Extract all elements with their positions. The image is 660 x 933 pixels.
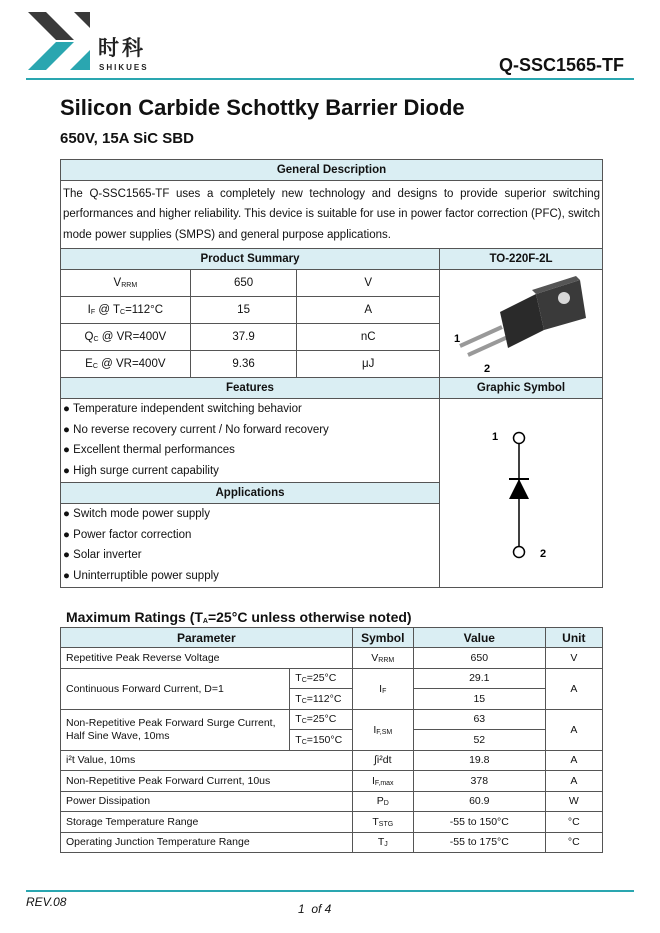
summary-value: 15 — [190, 297, 297, 324]
summary-unit: nC — [297, 324, 440, 351]
features-heading: Features — [61, 378, 440, 399]
list-item: ● Switch mode power supply — [63, 508, 210, 520]
graphic-symbol-heading: Graphic Symbol — [439, 378, 602, 399]
page-number: 1 of 4 — [298, 902, 332, 916]
summary-param: $V_{RRM}$ — [61, 270, 191, 297]
table-row: i²t Value, 10ms ∫i²dt 19.8 A — [61, 750, 603, 771]
summary-param: $Q_C$ @ VR=400V — [61, 324, 191, 351]
logo — [26, 10, 176, 72]
brand-name-cn: 时科 — [98, 36, 146, 60]
page-subtitle: 650V, 15A SiC SBD — [60, 130, 194, 147]
part-number: Q-SSC1565-TF — [498, 55, 624, 75]
list-item: ● No reverse recovery current / No forward recovery — [63, 423, 329, 436]
package-heading: TO-220F-2L — [439, 249, 602, 270]
general-description-heading: General Description — [61, 160, 603, 181]
column-header: Symbol — [352, 628, 413, 648]
package-pin1-label: 1 — [453, 332, 461, 345]
table-row: Power Dissipation $P_D$ 60.9 W — [61, 791, 603, 812]
summary-value: 37.9 — [190, 324, 297, 351]
list-item: ● Solar inverter — [63, 549, 142, 562]
symbol-pin2-label: 2 — [539, 548, 547, 560]
summary-value: 650 — [190, 270, 297, 297]
table-row: Repetitive Peak Reverse Voltage $V_{RRM}$ 650 V — [61, 648, 603, 669]
max-ratings-table — [60, 627, 603, 853]
list-item: ● High surge current capability — [63, 465, 219, 478]
features-list — [61, 399, 440, 483]
table-row: Continuous Forward Current, D=1 $T_C=25^\circ C$ $I_F$ 29.1 A — [61, 668, 603, 689]
logo-mark-icon — [26, 10, 92, 72]
table-row: Storage Temperature Range $T_{STG}$ -55 to 150°C °C — [61, 812, 603, 833]
page-title: Silicon Carbide Schottky Barrier Diode — [60, 95, 465, 120]
max-ratings-title: Maximum Ratings ($T_A=25^\circ C$ unless otherwise noted) — [66, 609, 412, 625]
list-item: ● Excellent thermal performances — [63, 444, 235, 457]
column-header: Value — [413, 628, 545, 648]
table-row: Non-Repetitive Peak Forward Surge Current, Half Sine Wave, 10ms $T_C=25^\circ C$ $I_{F,SM}$ 63 A — [61, 709, 603, 730]
column-header: Unit — [545, 628, 602, 648]
header-divider — [26, 78, 634, 80]
list-item: ● Power factor correction — [63, 528, 192, 541]
graphic-symbol-cell — [439, 399, 602, 588]
info-table — [60, 159, 603, 588]
symbol-pin1-label: 1 — [491, 431, 499, 443]
column-header: Parameter — [61, 628, 353, 648]
table-row: Non-Repetitive Peak Forward Current, 10us $I_{F,max}$ 378 A — [61, 771, 603, 792]
list-item: ● Uninterruptible power supply — [63, 570, 219, 583]
general-description-text: The Q-SSC1565-TF uses a completely new technology and designs to provide superior switching performances and higher reliability. This device is suitable for use in power factor correction (PFC), switch mode power supplies (SMPS) and general purpose applications. — [61, 181, 603, 249]
summary-param: $I_F$ @ $T_C=112^\circ C$ — [61, 297, 191, 324]
to220-package-icon — [440, 272, 601, 376]
brand-name-en: SHIKUES — [99, 63, 149, 72]
product-summary-heading: Product Summary — [61, 249, 440, 270]
package-pin2-label: 2 — [483, 362, 491, 375]
table-row: $T_C=112^\circ C$ 15 — [61, 689, 603, 710]
table-row: $T_C=150^\circ C$ 52 — [61, 730, 603, 751]
diode-symbol-icon — [440, 400, 601, 586]
table-row: Operating Junction Temperature Range $T_J$ -55 to 175°C °C — [61, 832, 603, 853]
applications-heading: Applications — [61, 483, 440, 504]
footer-divider — [26, 890, 634, 892]
summary-value: 9.36 — [190, 351, 297, 378]
applications-list — [61, 504, 440, 588]
package-image-cell — [439, 270, 602, 378]
list-item: ● Temperature independent switching behavior — [63, 403, 302, 415]
summary-unit: V — [297, 270, 440, 297]
revision-label: REV.08 — [26, 895, 67, 909]
summary-param: $E_C$ @ VR=400V — [61, 351, 191, 378]
summary-unit: A — [297, 297, 440, 324]
summary-unit: μJ — [297, 351, 440, 378]
